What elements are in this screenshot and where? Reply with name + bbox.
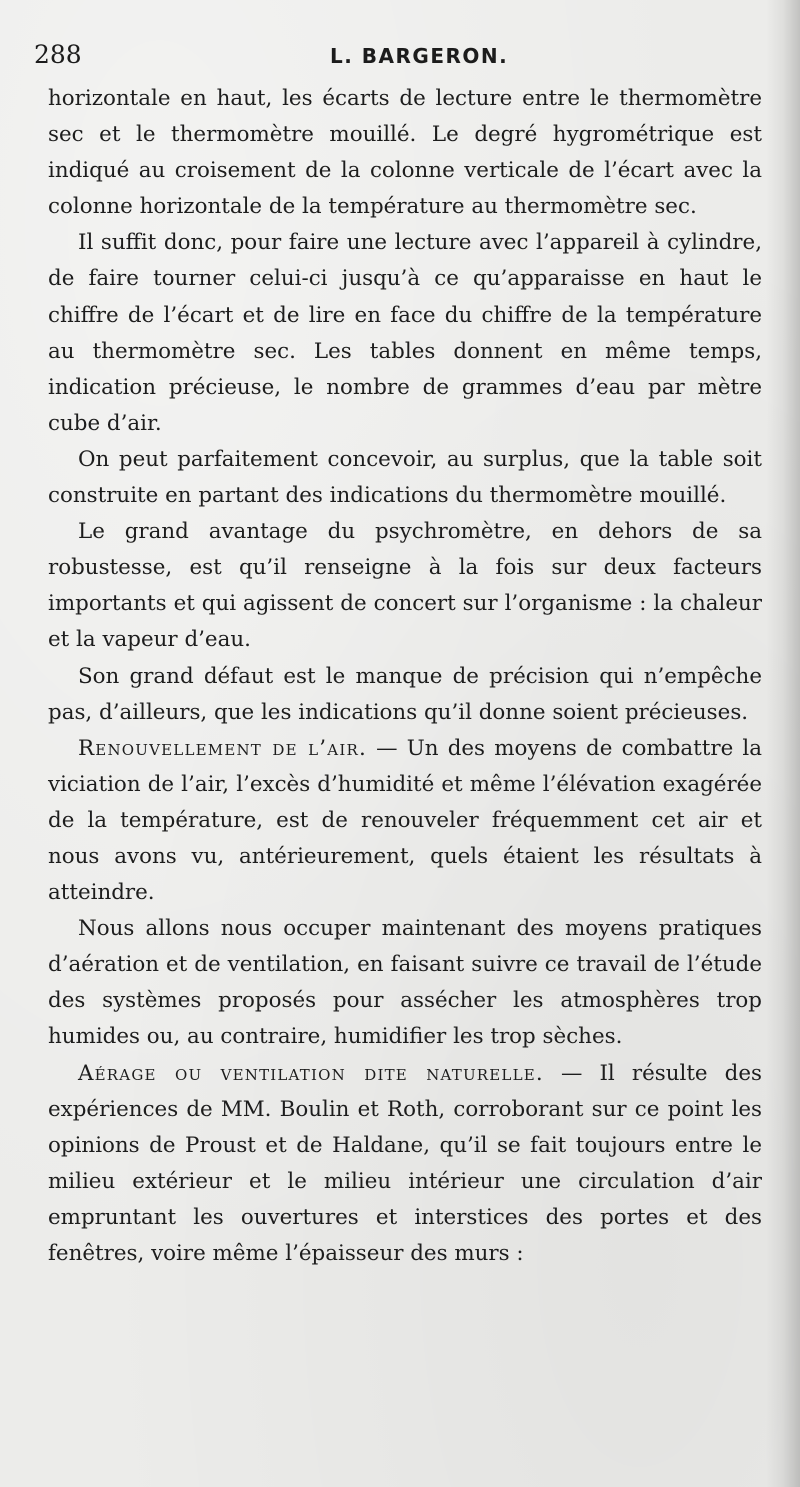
section-heading: Aérage ou ventilation dite naturelle. — [78, 1060, 544, 1086]
paragraph-1 — [48, 81, 762, 225]
page-number: 288 — [34, 40, 82, 69]
section-heading: Renouvellement de l’air. — [78, 735, 367, 761]
paragraph-8 — [48, 1056, 762, 1273]
page-header — [0, 40, 800, 76]
body-text — [48, 81, 762, 1272]
paragraph-text: On peut parfaitement concevoir, au surplus, que la table soit construite en partant des indications du thermomètre mouillé. — [48, 446, 762, 509]
paragraph-text: horizontale en haut, les écarts de lecture entre le thermomètre sec et le thermomètre mouillé. Le degré hygrométrique est indiqué au croisement de la colonne verticale de l’écart avec la colonne horizontale de la température au thermomètre sec. — [48, 86, 762, 220]
paragraph-3 — [48, 442, 762, 514]
paragraph-text: Il suffit donc, pour faire une lecture avec l’appareil à cylindre, de faire tourner celui-ci jusqu’à ce qu’apparaisse en haut le chiffre de l’écart et de lire en face du chiffre de la température au thermomètre sec. Les tables donnent en même temps, indication précieuse, le nombre de grammes d’eau par mètre cube d’air. — [48, 230, 762, 436]
paragraph-text: — Un des moyens de combattre la viciation de l’air, l’excès d’humidité et même l’élévation exagérée de la température, est de renouveler fréquemment cet air et nous avons vu, antérieurement, quels étaient les résultats à atteindre. — [48, 735, 763, 906]
paragraph-4 — [48, 514, 762, 658]
paragraph-2 — [48, 225, 762, 442]
paragraph-6 — [48, 731, 762, 911]
paragraph-text: Le grand avantage du psychromètre, en dehors de sa robustesse, est qu’il renseigne à la fois sur deux facteurs importants et qui agissent de concert sur l’organisme : la chaleur et la vapeur d’eau. — [48, 519, 762, 653]
paragraph-5 — [48, 659, 762, 731]
running-head: L. BARGERON. — [330, 44, 509, 68]
paragraph-7 — [48, 911, 762, 1055]
paragraph-text: Son grand défaut est le manque de précision qui n’empêche pas, d’ailleurs, que les indications qu’il donne soient précieuses. — [48, 663, 762, 725]
paragraph-text: Nous allons nous occuper maintenant des moyens pratiques d’aération et de ventilation, en faisant suivre ce travail de l’étude des systèmes proposés pour assécher les atmosphères trop humides ou, au contraire, humidifier les trop sèches. — [48, 916, 762, 1050]
binding-shadow — [766, 0, 800, 1487]
paragraph-text: — Il résulte des expériences de MM. Boulin et Roth, corroborant sur ce point les opinions de Proust et de Haldane, qu’il se fait toujours entre le milieu extérieur et le milieu intérieur une circulation d’air empruntant les ouvertures et interstices des portes et des fenêtres, voire même l’épaisseur des murs : — [48, 1060, 762, 1266]
